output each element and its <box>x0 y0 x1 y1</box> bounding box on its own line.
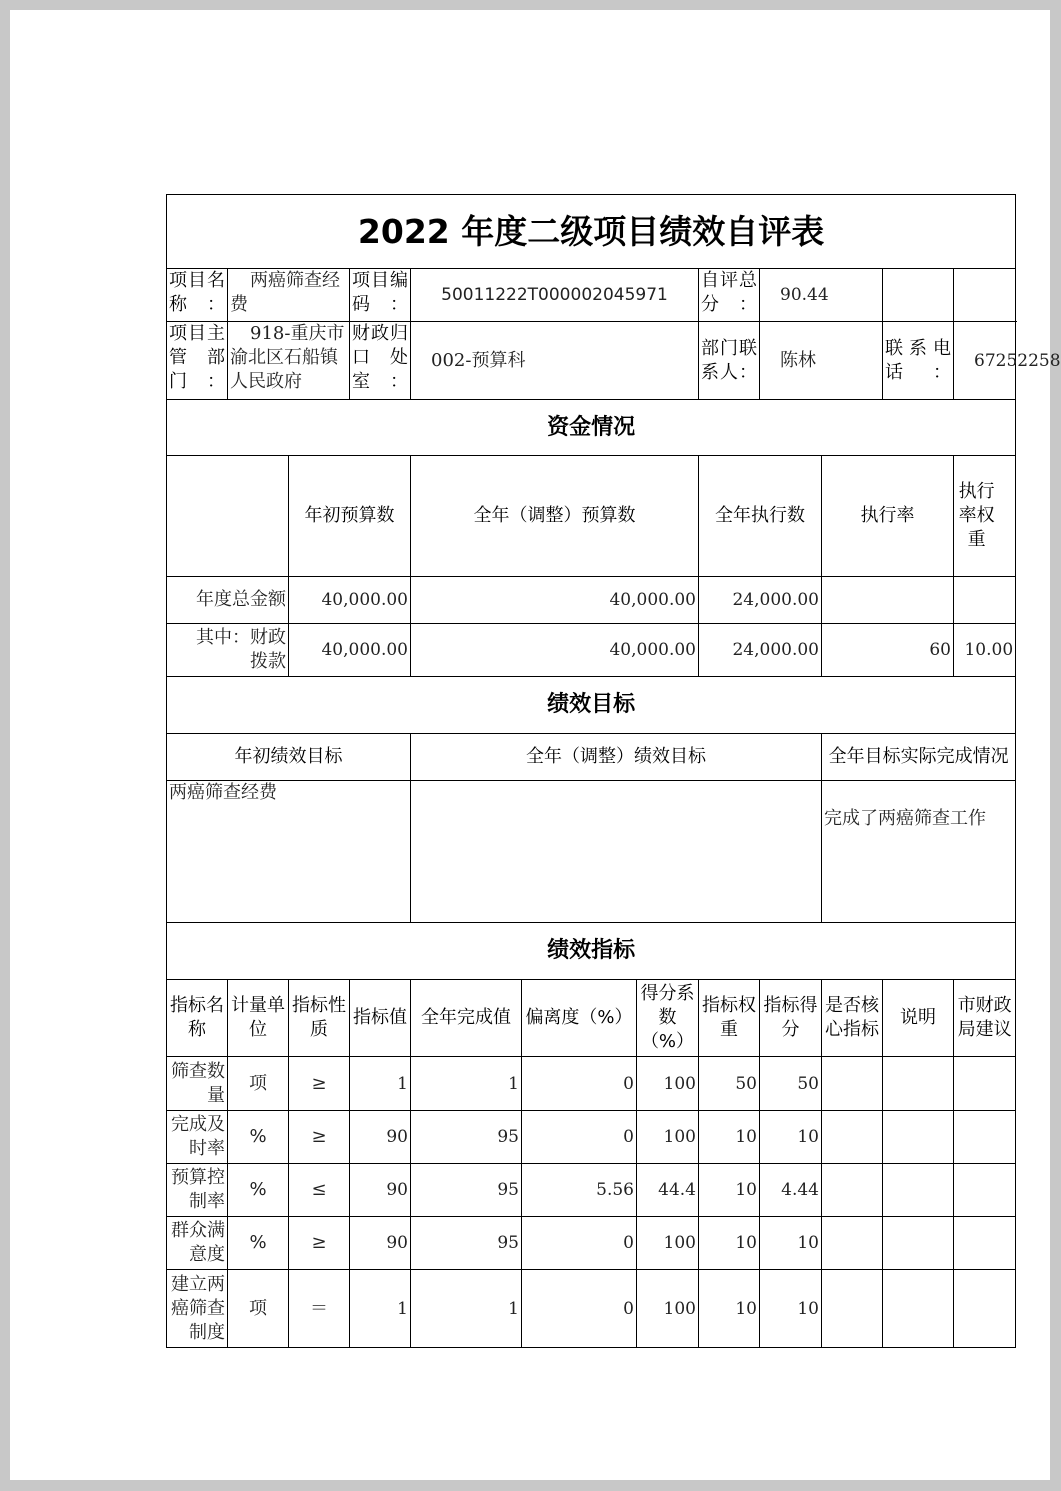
funds-row-initial: 40,000.00 <box>289 577 411 624</box>
ind-name: 群众满意度 <box>167 1217 228 1270</box>
ind-nature: ≥ <box>289 1111 350 1164</box>
ind-value: 90 <box>350 1217 411 1270</box>
ind-unit: % <box>228 1164 289 1217</box>
funds-row-label: 年度总金额 <box>167 577 289 624</box>
ind-score: 10 <box>760 1217 822 1270</box>
goals-actual: 完成了两癌筛查工作 <box>822 781 1016 923</box>
funds-row-weight: 10.00 <box>954 624 1016 677</box>
ind-core <box>822 1057 883 1111</box>
contact-value: 陈林 <box>760 322 883 400</box>
ind-header-name: 指标名称 <box>167 980 228 1057</box>
ind-core <box>822 1217 883 1270</box>
ind-header-value: 指标值 <box>350 980 411 1057</box>
dept-value: 918-重庆市渝北区石船镇人民政府 <box>228 322 350 400</box>
ind-name: 建立两癌筛查制度 <box>167 1270 228 1348</box>
ind-advice <box>954 1270 1016 1348</box>
project-code: 50011222T000002045971 <box>411 269 699 322</box>
ind-advice <box>954 1111 1016 1164</box>
ind-deviation: 0 <box>522 1217 637 1270</box>
project-name-label: 项目名称： <box>167 269 228 322</box>
document-page <box>10 10 1061 1480</box>
ind-name: 完成及时率 <box>167 1111 228 1164</box>
funds-header-executed: 全年执行数 <box>699 456 822 577</box>
ind-unit: 项 <box>228 1057 289 1111</box>
goals-header-initial: 年初绩效目标 <box>167 734 411 781</box>
project-name: 两癌筛查经费 <box>228 269 350 322</box>
funds-row-adjusted: 40,000.00 <box>411 577 699 624</box>
ind-score: 50 <box>760 1057 822 1111</box>
ind-note <box>883 1057 954 1111</box>
ind-deviation: 0 <box>522 1057 637 1111</box>
ind-value: 90 <box>350 1164 411 1217</box>
phone-value: 67252258 <box>954 322 1016 400</box>
ind-unit: % <box>228 1111 289 1164</box>
funds-row-weight <box>954 577 1016 624</box>
empty-cell <box>883 269 954 322</box>
funds-row-executed: 24,000.00 <box>699 577 822 624</box>
ind-deviation: 0 <box>522 1270 637 1348</box>
ind-coefficient: 100 <box>637 1270 699 1348</box>
goals-header-actual: 全年目标实际完成情况 <box>822 734 1016 781</box>
ind-note <box>883 1111 954 1164</box>
empty-cell <box>954 269 1016 322</box>
funds-header-adjusted: 全年（调整）预算数 <box>411 456 699 577</box>
indicators-section-title: 绩效指标 <box>167 923 1016 980</box>
project-code-label: 项目编码： <box>350 269 411 322</box>
phone-label: 联系电话： <box>883 322 954 400</box>
ind-core <box>822 1164 883 1217</box>
dept-label: 项目主管部门： <box>167 322 228 400</box>
ind-advice <box>954 1057 1016 1111</box>
ind-coefficient: 44.4 <box>637 1164 699 1217</box>
contact-label: 部门联系人： <box>699 322 760 400</box>
empty-cell <box>167 456 289 577</box>
ind-deviation: 5.56 <box>522 1164 637 1217</box>
ind-nature: ＝ <box>289 1270 350 1348</box>
ind-header-advice: 市财政局建议 <box>954 980 1016 1057</box>
ind-core <box>822 1111 883 1164</box>
ind-header-note: 说明 <box>883 980 954 1057</box>
ind-unit: 项 <box>228 1270 289 1348</box>
ind-weight: 10 <box>699 1164 760 1217</box>
funds-section-title: 资金情况 <box>167 400 1016 456</box>
form-title: 2022 年度二级项目绩效自评表 <box>167 195 1016 269</box>
ind-note <box>883 1164 954 1217</box>
funds-header-rate: 执行率 <box>822 456 954 577</box>
funds-row-rate <box>822 577 954 624</box>
ind-score: 10 <box>760 1111 822 1164</box>
ind-note <box>883 1270 954 1348</box>
goals-initial: 两癌筛查经费 <box>167 781 411 923</box>
ind-header-unit: 计量单位 <box>228 980 289 1057</box>
ind-header-done: 全年完成值 <box>411 980 522 1057</box>
ind-value: 1 <box>350 1270 411 1348</box>
funds-row-initial: 40,000.00 <box>289 624 411 677</box>
ind-coefficient: 100 <box>637 1111 699 1164</box>
ind-done: 95 <box>411 1217 522 1270</box>
ind-done: 95 <box>411 1164 522 1217</box>
funds-row-adjusted: 40,000.00 <box>411 624 699 677</box>
ind-coefficient: 100 <box>637 1217 699 1270</box>
ind-value: 1 <box>350 1057 411 1111</box>
ind-done: 1 <box>411 1057 522 1111</box>
ind-nature: ≤ <box>289 1164 350 1217</box>
ind-weight: 10 <box>699 1270 760 1348</box>
ind-value: 90 <box>350 1111 411 1164</box>
ind-weight: 50 <box>699 1057 760 1111</box>
goals-header-adjusted: 全年（调整）绩效目标 <box>411 734 822 781</box>
ind-score: 4.44 <box>760 1164 822 1217</box>
ind-unit: % <box>228 1217 289 1270</box>
ind-header-core: 是否核心指标 <box>822 980 883 1057</box>
ind-advice <box>954 1164 1016 1217</box>
ind-weight: 10 <box>699 1217 760 1270</box>
funds-row-executed: 24,000.00 <box>699 624 822 677</box>
ind-name: 筛查数量 <box>167 1057 228 1111</box>
ind-name: 预算控制率 <box>167 1164 228 1217</box>
ind-nature: ≥ <box>289 1057 350 1111</box>
self-evaluation-form <box>166 194 1061 1348</box>
ind-deviation: 0 <box>522 1111 637 1164</box>
ind-note <box>883 1217 954 1270</box>
ind-score: 10 <box>760 1270 822 1348</box>
ind-header-coefficient: 得分系数（%） <box>637 980 699 1057</box>
finance-office-label: 财政归口处室： <box>350 322 411 400</box>
ind-advice <box>954 1217 1016 1270</box>
funds-row-label: 其中：财政拨款 <box>167 624 289 677</box>
score-label: 自评总分： <box>699 269 760 322</box>
score-value: 90.44 <box>760 269 883 322</box>
ind-done: 1 <box>411 1270 522 1348</box>
funds-header-weight: 执行率权重 <box>954 456 1016 577</box>
funds-header-initial: 年初预算数 <box>289 456 411 577</box>
ind-nature: ≥ <box>289 1217 350 1270</box>
goals-section-title: 绩效目标 <box>167 677 1016 734</box>
goals-adjusted <box>411 781 822 923</box>
ind-header-nature: 指标性质 <box>289 980 350 1057</box>
ind-header-score: 指标得分 <box>760 980 822 1057</box>
ind-weight: 10 <box>699 1111 760 1164</box>
funds-row-rate: 60 <box>822 624 954 677</box>
finance-office-value: 002-预算科 <box>411 322 699 400</box>
ind-header-weight: 指标权重 <box>699 980 760 1057</box>
ind-done: 95 <box>411 1111 522 1164</box>
ind-header-deviation: 偏离度（%） <box>522 980 637 1057</box>
ind-coefficient: 100 <box>637 1057 699 1111</box>
ind-core <box>822 1270 883 1348</box>
